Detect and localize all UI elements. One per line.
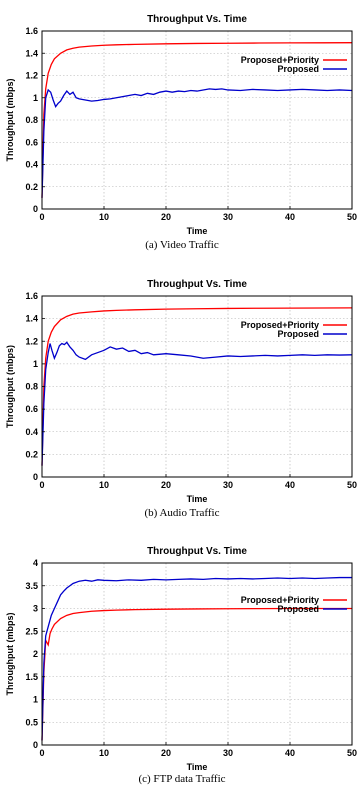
chart-panel-ftp [0, 533, 364, 787]
x-axis-label: Time [186, 494, 208, 504]
y-tick-label: 0 [32, 204, 38, 214]
legend [241, 595, 347, 614]
x-tick-label: 30 [222, 480, 234, 490]
legend-label-1: Proposed [277, 64, 319, 74]
chart-title: Throughput Vs. Time [147, 546, 247, 557]
chart-panel-audio [0, 265, 364, 527]
y-tick-label: 0.4 [25, 426, 38, 437]
grid [42, 563, 352, 745]
y-tick-label: 0.6 [25, 404, 38, 415]
chart-title: Throughput Vs. Time [147, 14, 247, 25]
series-line-1 [42, 342, 352, 465]
y-tick-label: 3 [32, 603, 38, 614]
x-tick-label: 10 [98, 748, 110, 758]
y-tick-label: 0.2 [25, 181, 38, 192]
x-tick-label: 20 [160, 748, 172, 758]
y-tick-label: 2.5 [25, 626, 38, 637]
x-tick-label: 30 [222, 748, 234, 758]
y-tick-label: 1.2 [25, 336, 38, 347]
y-tick-label: 0.5 [25, 717, 38, 728]
y-tick-label: 1 [32, 358, 38, 369]
y-tick-label: 2 [32, 649, 38, 659]
x-axis-label: Time [186, 762, 208, 772]
chart-video [0, 0, 364, 262]
x-tick-label: 10 [98, 480, 110, 490]
x-tick-label: 0 [39, 212, 45, 222]
x-tick-label: 0 [39, 748, 45, 758]
y-tick-label: 3.5 [25, 580, 38, 591]
legend-label-0: Proposed+Priority [240, 55, 319, 65]
x-tick-label: 20 [160, 212, 172, 222]
legend [241, 55, 347, 74]
x-axis-label: Time [186, 226, 208, 236]
legend [241, 320, 347, 339]
y-tick-label: 4 [32, 558, 38, 568]
x-tick-label: 40 [284, 212, 296, 222]
x-tick-label: 20 [160, 480, 172, 490]
y-tick-label: 0.4 [25, 159, 38, 170]
chart-panel-video [0, 0, 364, 262]
x-tick-label: 50 [346, 480, 358, 490]
y-tick-label: 1.4 [25, 313, 38, 324]
y-tick-label: 0.2 [25, 449, 38, 460]
series-line-1 [42, 89, 352, 198]
x-tick-label: 40 [284, 480, 296, 490]
y-tick-label: 1.2 [25, 70, 38, 81]
y-axis-label: Throughput (mbps) [5, 612, 15, 696]
caption-video: (a) Video Traffic [145, 239, 219, 251]
legend-label-0: Proposed+Priority [240, 320, 319, 330]
y-tick-label: 0 [32, 472, 38, 482]
x-tick-label: 30 [222, 212, 234, 222]
y-tick-label: 0.8 [25, 381, 38, 392]
y-axis-label: Throughput (mbps) [5, 345, 15, 428]
caption-audio: (b) Audio Traffic [144, 507, 220, 519]
legend-label-0: Proposed+Priority [240, 595, 319, 605]
series-line-0 [42, 609, 352, 741]
legend-label-1: Proposed [277, 604, 319, 614]
y-tick-label: 1.5 [25, 671, 38, 682]
caption-ftp: (c) FTP data Traffic [138, 773, 226, 785]
legend-label-1: Proposed [277, 329, 319, 339]
y-tick-label: 0.8 [25, 115, 38, 125]
y-axis-label: Throughput (mbps) [5, 78, 15, 162]
y-tick-label: 1 [32, 694, 38, 705]
y-tick-label: 1.6 [25, 26, 38, 36]
chart-audio [0, 265, 364, 527]
x-tick-label: 10 [98, 212, 110, 222]
x-tick-label: 0 [39, 480, 45, 490]
y-tick-label: 0 [32, 740, 38, 750]
x-tick-label: 50 [346, 748, 358, 758]
y-tick-label: 1.6 [25, 291, 38, 301]
x-tick-label: 50 [346, 212, 358, 222]
y-tick-label: 0.6 [25, 137, 38, 148]
y-tick-label: 1 [32, 92, 38, 103]
chart-title: Throughput Vs. Time [147, 279, 247, 290]
chart-ftp [0, 533, 364, 787]
y-tick-label: 1.4 [25, 48, 38, 59]
x-tick-label: 40 [284, 748, 296, 758]
